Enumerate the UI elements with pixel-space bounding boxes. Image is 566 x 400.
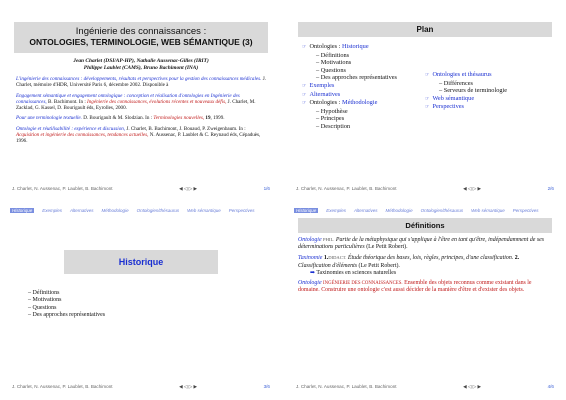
reference-4-title: Ontologie et réutilisabilité : expérience et discussion, [16,125,126,132]
plan-item-link[interactable]: Ontologies et thésaurus [432,71,492,78]
reference-1-title: L'ingénierie des connaissances : développements, résultats et perspectives pour la gestion des connaissances médicales. [16,76,262,82]
section-item: – Des approches représentatives [28,312,106,319]
slide-4-title: Définitions [298,218,552,233]
reference-4-details: N. Aussenac, P. Laublet & C. Reynaud éds, Cépaduès, 1996. [16,132,261,145]
reference-2-authors: B. Bachimont. In : [47,98,86,105]
definition-example-text: Taxinomies en sciences naturelles [316,269,397,276]
navbar-item[interactable]: Ontologies/thésaurus [420,207,464,213]
navbar-item[interactable]: Historique [296,207,317,213]
plan-subitem-label: Serveurs de terminologie [443,87,508,95]
section-items [28,290,105,320]
definition-text: Étude théorique des bases, lois, règles, principes, d'une classification. [347,255,514,262]
navbar-item[interactable]: Méthodologie [385,207,413,213]
plan-item-link[interactable]: Historique [342,43,369,50]
plan-item [425,95,555,104]
authors-line-2: Philippe Laublet (CAMS), Bruno Bachimont (INA) [83,64,199,71]
reference-3-volume: 19 [205,115,211,122]
pointing-hand-icon: ☞ [425,96,430,102]
navbar-item[interactable]: Web sémantique [471,207,505,213]
plan-item-link[interactable]: Exemples [309,81,335,89]
section-navbar[interactable] [292,206,558,214]
reference-3-title: Pour une terminologie textuelle. [16,115,82,122]
footer-authors: J. Charlet, N. Aussenac, P. Laublet, B. Bachimont [12,186,113,191]
section-item-label: Des approches représentatives [32,312,106,319]
slide-1-title [14,22,268,53]
reference-1-details: J. Charlet, mémoire d'HDR, Université Paris 6, décembre 2002. Disponible à [16,76,266,89]
definition-domain: INGÉNIERIE DES CONNAISSANCES. [323,281,403,287]
section-item-label: Motivations [32,297,62,304]
pointing-hand-icon: ☞ [302,92,307,98]
plan-item-prefix: Ontologies : [309,43,343,50]
reference-2-details: J. Charlet, M. Zacklad, G. Kassel, D. Bourigault éds, Eyrolles, 2000. [16,98,256,112]
slide-title-page [8,8,274,194]
section-item: – Définitions [28,290,60,296]
authors [8,58,274,71]
title-line-2: ONTOLOGIES, TERMINOLOGIE, WEB SÉMANTIQUE (3) [29,37,253,47]
pointing-hand-icon: ☞ [302,45,307,50]
definition-number: 2. [514,255,520,262]
plan-item [302,82,432,91]
plan-subitem-label: Motivations [320,59,352,67]
navbar-item[interactable]: Web sémantique [187,207,221,213]
reference-4 [16,126,266,145]
arrow-right-icon: ➡ [310,269,315,276]
definition-term: Ontologie [298,280,322,287]
plan-subitem: – Définitions [316,51,350,59]
plan-column-left [302,43,432,131]
definition-example [298,270,552,277]
references [16,76,266,145]
plan-item [302,43,432,52]
plan-item-link[interactable]: Web sémantique [432,94,475,102]
navbar-item[interactable]: Alternatives [70,207,94,213]
definition-text: Ensemble des objets reconnus comme existant dans le domaine. Construire une ontologie c'est aussi décider de la manière d'être et d'exister des objets. [298,280,532,294]
plan-subitem-label: Des approches représentatives [320,74,397,82]
definition-domain: PHIL. [323,237,335,242]
definition-ontologie-ic [298,280,552,294]
reference-3-journal: Terminologies nouvelles, [153,115,205,122]
plan-subitem-label: Principes [320,115,345,123]
reference-4-authors: J. Charlet, B. Bachimont, J. Bouaud, P. Zweigenbaum. In : [126,125,246,132]
slide-footer [12,186,270,192]
definitions [298,236,552,294]
plan-subitem: – Motivations [316,59,352,67]
plan-item-link[interactable]: Perspectives [432,103,464,111]
plan-subitem: – Description [316,122,351,130]
definition-term: Taxinomie [298,255,323,262]
footer-page-number: 4/6 [547,384,554,389]
navbar-item[interactable]: Méthodologie [101,207,129,213]
navbar-item[interactable]: Historique [12,207,33,213]
reference-2-title: Engagement sémantique et engagement ontologique : conception et réalisation d'ontologies en Ingénierie des connaissances, [16,92,240,105]
slide-footer [296,384,554,390]
navbar-item[interactable]: Perspectives [228,207,255,213]
section-title-box: Historique [64,250,218,274]
authors-line-1: Jean Charlet (DSI/AP-HP), Nathalie Aussenac-Gilles (IRIT) [73,58,209,64]
plan-subitem-label: Définitions [320,51,350,59]
footer-authors: J. Charlet, N. Aussenac, P. Laublet, B. Bachimont [296,186,397,191]
plan-subitem-label: Description [320,122,351,130]
section-item-label: Définitions [32,290,60,296]
navbar-item[interactable]: Ontologies/thésaurus [136,207,180,213]
plan-subitem: – Des approches représentatives [316,74,397,82]
footer-page-number: 2/6 [547,186,554,191]
plan-column-right [425,71,555,112]
pointing-hand-icon: ☞ [302,83,307,89]
footer-page-number: 3/6 [263,384,270,389]
pointing-hand-icon: ☞ [425,73,430,78]
navbar-item[interactable]: Alternatives [354,207,378,213]
plan-item [302,91,432,100]
reference-4-book: Acquisition et ingénierie des connaissances, tendances actuelles, [16,132,149,139]
plan-item [425,103,555,112]
slide-historique [8,206,274,392]
definition-source: (Le Petit Robert). [358,262,400,269]
reference-2 [16,93,266,112]
section-item: – Questions [28,304,57,311]
reference-3 [16,115,266,121]
footer-navigation[interactable]: ◀ ◁ ▷ ▶ [179,186,198,191]
plan-subitem: – Hypothèse [316,107,348,115]
reference-2-book: Ingénierie des connaissances, évolutions récentes et nouveaux défis, [87,98,227,105]
plan-subitem-label: Questions [320,66,346,74]
section-item: – Motivations [28,297,62,304]
definition-text: Classification d'éléments [298,262,358,269]
plan-subitem: – Questions [316,66,346,74]
definition-ontologie-phil [298,236,552,251]
footer-page-number: 1/6 [263,186,270,191]
navbar-item[interactable]: Perspectives [512,207,539,213]
slide-definitions [292,206,558,392]
plan-item-prefix: Ontologies : [309,99,343,107]
reference-3-authors: D. Bourigault & M. Slodzian. In : [83,115,153,122]
section-navbar[interactable] [8,206,274,214]
pointing-hand-icon: ☞ [302,101,307,107]
navbar-item[interactable]: Exemples [42,207,63,213]
footer-navigation[interactable]: ◀ ◁ ▷ ▶ [463,186,482,191]
plan-item [425,71,555,80]
definition-source: (Le Petit Robert). [366,244,408,251]
definition-taxinomie [298,254,552,277]
definition-number: 1. [323,255,329,262]
plan-subitem: – Principes [316,115,345,123]
footer-authors: J. Charlet, N. Aussenac, P. Laublet, B. Bachimont [296,384,397,389]
definition-text: Partie de la métaphysique qui s'applique à l'être en tant qu'être, indépendamment de ses déterminations particulières [298,237,545,251]
plan-subitem: – Différences [439,79,473,87]
section-item-label: Questions [32,304,57,311]
title-line-1: Ingénierie des connaissances : [75,26,207,37]
slide-2-title: Plan [298,22,552,37]
slide-footer [296,186,554,192]
plan-item-link[interactable]: Méthodologie [342,99,378,107]
navbar-item[interactable]: Exemples [326,207,347,213]
plan-subitem-label: Hypothèse [320,107,348,115]
reference-1 [16,76,266,89]
definition-domain: DIDACT. [328,255,347,261]
slide-footer [12,384,270,390]
footer-navigation[interactable]: ◀ ◁ ▷ ▶ [179,384,198,389]
reference-3-year: , 1999. [210,115,225,122]
plan-subitem: – Serveurs de terminologie [439,87,508,95]
footer-navigation[interactable]: ◀ ◁ ▷ ▶ [463,384,482,389]
pointing-hand-icon: ☞ [425,105,430,111]
footer-authors: J. Charlet, N. Aussenac, P. Laublet, B. Bachimont [12,384,113,389]
plan-subitem-label: Différences [443,79,473,87]
plan-item-link[interactable]: Alternatives [309,90,341,98]
slide-plan [292,8,558,194]
definition-term: Ontologie [298,237,322,243]
